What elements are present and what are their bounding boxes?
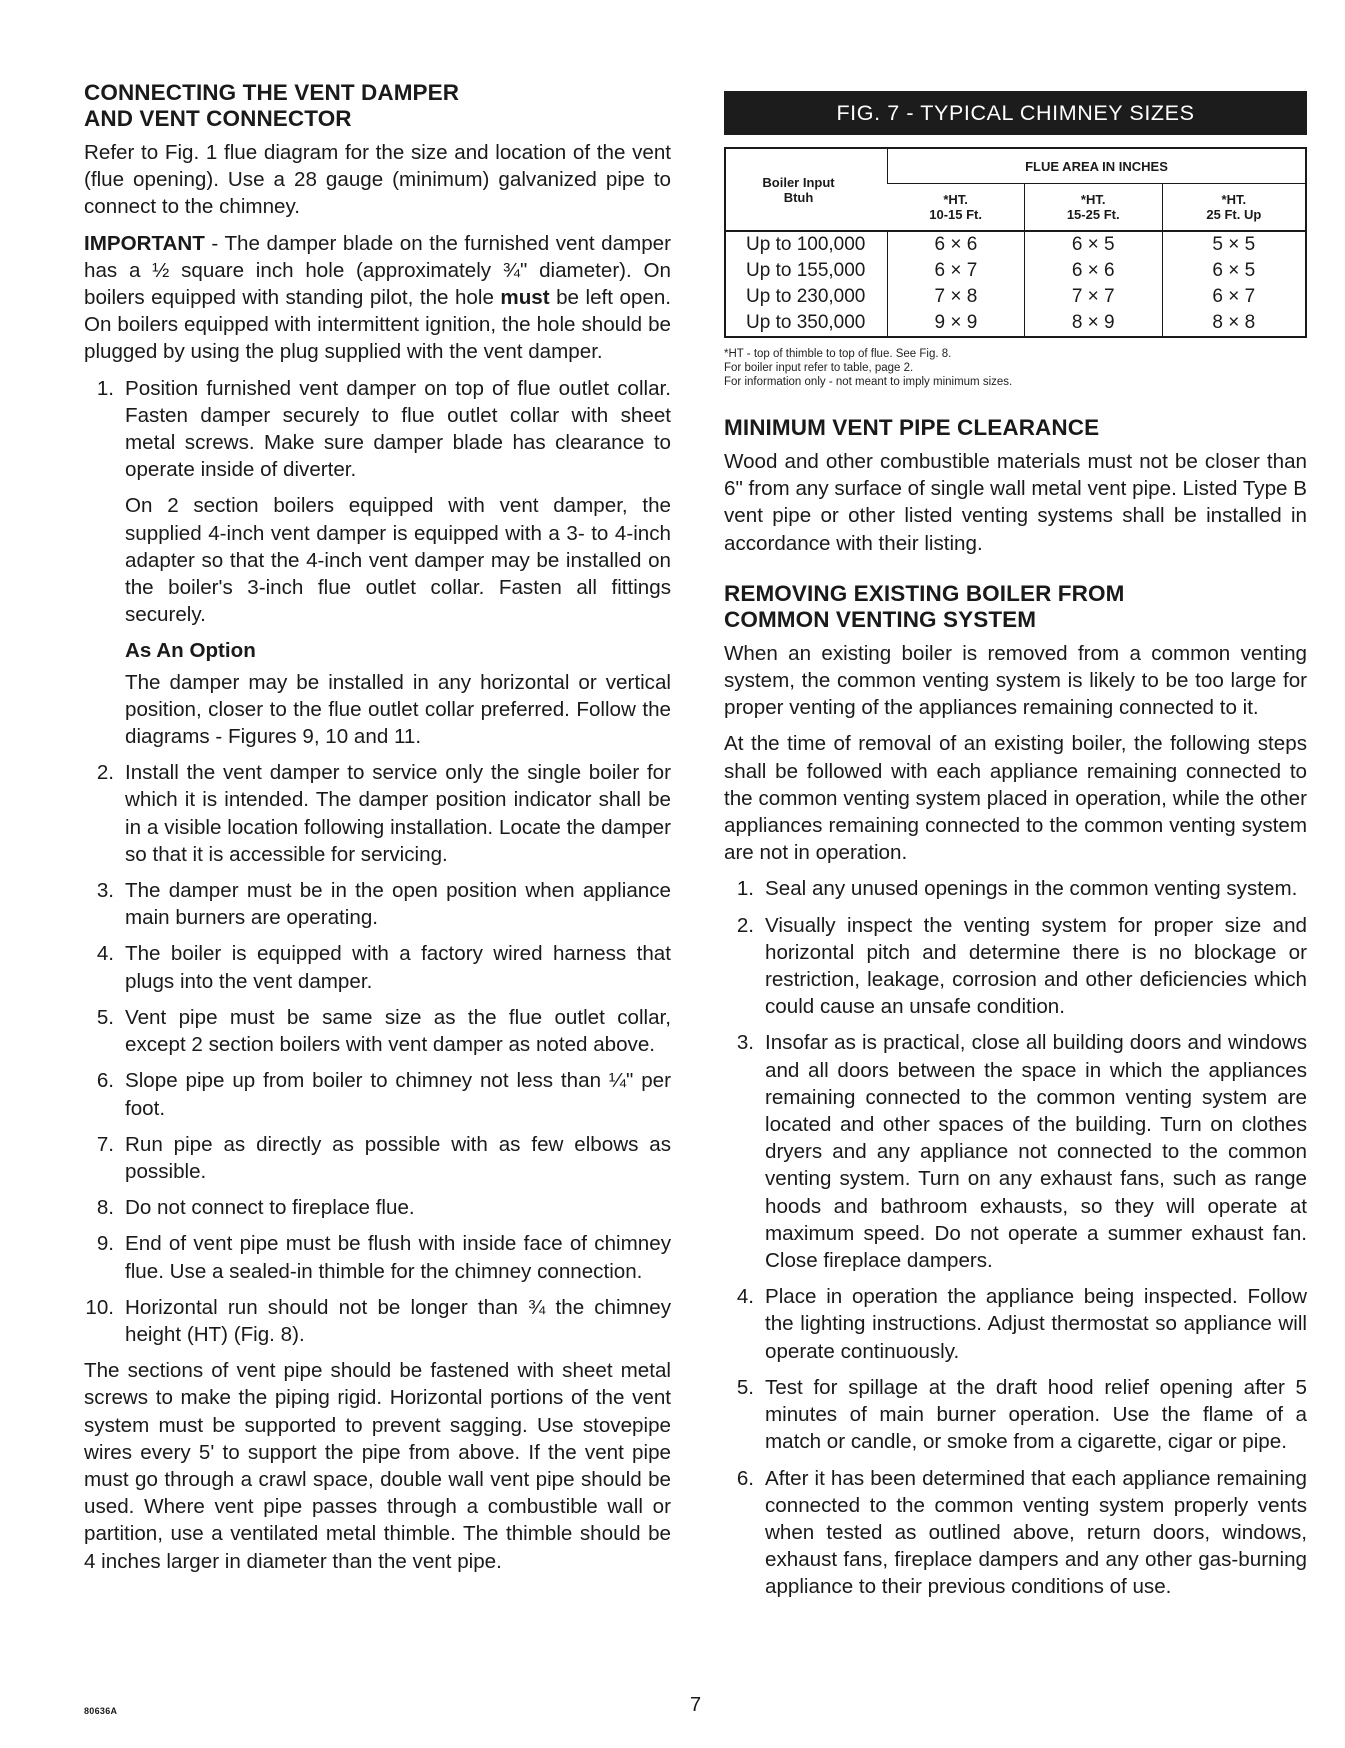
table-cell: 7 × 7 xyxy=(1024,284,1162,310)
right-column xyxy=(724,91,1307,1610)
important-text-1: - The damper blade on the furnished vent damper has a ½ square inch hole (approximately ¾" diameter). On boilers equipped with standing pilot, the hole xyxy=(84,231,671,310)
table-row xyxy=(725,310,1306,337)
important-label: IMPORTANT xyxy=(84,231,205,255)
list-item xyxy=(84,1230,671,1284)
list-item xyxy=(84,877,671,931)
step-text: Position furnished vent damper on top of flue outlet collar. Fasten damper securely to flue outlet collar with sheet metal screws. Make sure damper blade has clearance to operate inside of diverter. xyxy=(125,376,671,482)
removing-paragraph-1: When an existing boiler is removed from a common venting system, the common venting system is likely to be too large for proper venting of the appliances remaining connected to it. xyxy=(724,641,1307,720)
intro-paragraph: Refer to Fig. 1 flue diagram for the size and location of the vent (flue opening). Use a 28 gauge (minimum) galvanized pipe to connect to the chimney. xyxy=(84,141,671,219)
chimney-sizes-table xyxy=(724,147,1307,338)
figure-title: FIG. 7 - TYPICAL CHIMNEY SIZES xyxy=(724,91,1307,135)
table-cell: 8 × 8 xyxy=(1162,310,1306,337)
table-header-flue-area: FLUE AREA IN INCHES xyxy=(888,148,1307,184)
table-cell: 6 × 7 xyxy=(1162,284,1306,310)
step-number: 1. xyxy=(96,376,114,400)
table-cell: 7 × 8 xyxy=(888,284,1025,310)
section-title-vent-damper: CONNECTING THE VENT DAMPER AND VENT CONNECTOR xyxy=(84,80,460,131)
important-text-2: be left open. On boilers equipped with intermittent ignition, the hole should be plugged by using the plug supplied with the vent damper. xyxy=(84,286,671,364)
step-text: Test for spillage at the draft hood relief opening after 5 minutes of main burner operation. Use the flame of a match or candle, or smoke from a cigarette, cigar or pipe. xyxy=(765,1375,1307,1454)
step-number: 4. xyxy=(736,1285,754,1309)
step-number: 5. xyxy=(736,1375,754,1399)
list-item xyxy=(84,1067,671,1121)
removing-steps xyxy=(724,875,1307,1600)
option-text: The damper may be installed in any horizontal or vertical position, closer to the flue outlet collar preferred. Follow the diagrams - Figures 9, 10 and 11. xyxy=(125,670,671,749)
table-cell: 6 × 7 xyxy=(888,258,1025,284)
list-item xyxy=(84,1131,671,1185)
step-number: 2. xyxy=(96,761,114,785)
step-number: 3. xyxy=(736,1031,754,1055)
step-number: 7. xyxy=(96,1132,114,1156)
step-text: Horizontal run should not be longer than ¾ the chimney height (HT) (Fig. 8). xyxy=(125,1295,671,1346)
footnote-line: *HT - top of thimble to top of flue. See Fig. 8. xyxy=(724,348,952,360)
page-number: 7 xyxy=(690,1694,702,1716)
step-text: After it has been determined that each appliance remaining connected to the common venting system properly vents when tested as outlined above, return doors, windows, exhaust fans, fireplace dampers and any other gas-burning appliance to their previous conditions of use. xyxy=(765,1466,1307,1599)
table-cell: Up to 350,000 xyxy=(746,312,866,333)
step-text: Insofar as is practical, close all building doors and windows and all doors between the space in which the appliances remaining connected to the common venting system are located and other spaces of the building. Turn on clothes dryers and any appliance not connected to the common venting system. Turn on any exhaust fans, such as range hoods and bathroom exhausts, so they will operate at maximum speed. Do not operate a summer exhaust fan. Close fireplace dampers. xyxy=(765,1031,1307,1273)
left-column xyxy=(84,80,671,1584)
step-text: Place in operation the appliance being inspected. Follow the lighting instructions. Adjust thermostat so appliance will operate continuously. xyxy=(765,1285,1307,1363)
footnote-line: For boiler input refer to table, page 2. xyxy=(724,362,914,374)
list-item xyxy=(84,1294,671,1348)
step-text: The damper must be in the open position when appliance main burners are operating. xyxy=(125,879,671,930)
table-row xyxy=(725,284,1306,310)
table-header-ht-15-25: *HT. 15-25 Ft. xyxy=(1024,184,1162,232)
list-item xyxy=(84,759,671,868)
step-number: 5. xyxy=(96,1005,114,1029)
list-item xyxy=(724,875,1307,902)
table-cell: 6 × 5 xyxy=(1162,258,1306,284)
step-text: Seal any unused openings in the common venting system. xyxy=(765,877,1298,901)
step-text: Do not connect to fireplace flue. xyxy=(125,1196,415,1220)
table-row xyxy=(725,231,1306,258)
list-item xyxy=(724,1465,1307,1601)
table-header-ht-10-15: *HT. 10-15 Ft. xyxy=(888,184,1025,232)
table-header-ht-25-up: *HT. 25 Ft. Up xyxy=(1162,184,1306,232)
clearance-paragraph: Wood and other combustible materials must not be closer than 6" from any surface of single wall metal vent pipe. Listed Type B vent pipe or other listed venting systems shall be installed in accordance with their listing. xyxy=(724,450,1307,555)
option-title: As An Option xyxy=(125,639,256,663)
list-item xyxy=(84,375,671,751)
table-cell: Up to 100,000 xyxy=(746,234,866,255)
section-title-removing-boiler: REMOVING EXISTING BOILER FROM COMMON VENTING SYSTEM xyxy=(724,580,1125,632)
table-cell: Up to 230,000 xyxy=(746,286,866,307)
step-number: 1. xyxy=(736,877,754,901)
step-number: 6. xyxy=(96,1069,114,1093)
step-number: 3. xyxy=(96,879,114,903)
important-paragraph xyxy=(84,230,671,366)
table-cell: 6 × 6 xyxy=(1024,258,1162,284)
step-1-extra: On 2 section boilers equipped with vent damper, the supplied 4-inch vent damper is equipped with a 3- to 4-inch adapter so that the 4-inch vent damper may be installed on the boiler's 3-inch flue outlet collar. Fasten all fittings securely. xyxy=(125,494,671,627)
section-title-clearance: MINIMUM VENT PIPE CLEARANCE xyxy=(724,415,1100,440)
list-item xyxy=(84,940,671,994)
list-item xyxy=(724,1283,1307,1365)
list-item xyxy=(84,1194,671,1221)
step-text: Vent pipe must be same size as the flue outlet collar, except 2 section boilers with vent damper as noted above. xyxy=(125,1005,671,1057)
step-text: Install the vent damper to service only the single boiler for which it is intended. The damper position indicator shall be in a visible location following installation. Locate the damper so that it is accessible for servicing. xyxy=(125,761,671,866)
step-number: 10. xyxy=(85,1295,114,1319)
table-cell: 8 × 9 xyxy=(1024,310,1162,337)
table-cell: Up to 155,000 xyxy=(746,260,866,281)
step-text: End of vent pipe must be flush with inside face of chimney flue. Use a sealed-in thimble for the chimney connection. xyxy=(125,1232,671,1283)
step-text: The boiler is equipped with a factory wired harness that plugs into the vent damper. xyxy=(125,942,671,993)
footnote-line: For information only - not meant to imply minimum sizes. xyxy=(724,376,1013,388)
important-must: must xyxy=(500,286,550,310)
step-text: Visually inspect the venting system for proper size and horizontal pitch and determine there is no blockage or restriction, leakage, corrosion and other deficiencies which could cause an unsafe condition. xyxy=(765,913,1307,1019)
list-item xyxy=(84,1004,671,1058)
table-row xyxy=(725,258,1306,284)
step-number: 2. xyxy=(736,913,754,937)
document-code: 80636A xyxy=(84,1706,118,1716)
step-number: 9. xyxy=(96,1232,114,1256)
list-item xyxy=(724,1029,1307,1274)
step-number: 8. xyxy=(96,1196,114,1220)
vent-damper-steps xyxy=(84,375,671,1349)
step-text: Slope pipe up from boiler to chimney not less than ¼" per foot. xyxy=(125,1069,671,1120)
table-cell: 6 × 5 xyxy=(1024,231,1162,258)
table-header-boiler-input: Boiler Input Btuh xyxy=(725,148,888,231)
step-number: 6. xyxy=(736,1466,754,1490)
table-cell: 9 × 9 xyxy=(888,310,1025,337)
table-cell: 6 × 6 xyxy=(888,231,1025,258)
list-item xyxy=(724,912,1307,1021)
step-number: 4. xyxy=(96,942,114,966)
list-item xyxy=(724,1374,1307,1456)
table-cell: 5 × 5 xyxy=(1162,231,1306,258)
removing-paragraph-2: At the time of removal of an existing boiler, the following steps shall be followed with each appliance remaining connected to the common venting system placed in operation, while the other appliances remaining connected to the common venting system are not in operation. xyxy=(724,732,1307,865)
table-footnotes xyxy=(724,347,1307,389)
closing-paragraph: The sections of vent pipe should be fastened with sheet metal screws to make the piping rigid. Horizontal portions of the vent system must be supported to prevent sagging. Use stovepipe wires every 5' to support the pipe from above. If the vent pipe must go through a crawl space, double wall vent pipe should be used. Where vent pipe passes through a combustible wall or partition, use a ventilated metal thimble. The thimble should be 4 inches larger in diameter than the vent pipe. xyxy=(84,1359,671,1573)
step-text: Run pipe as directly as possible with as few elbows as possible. xyxy=(125,1132,671,1183)
